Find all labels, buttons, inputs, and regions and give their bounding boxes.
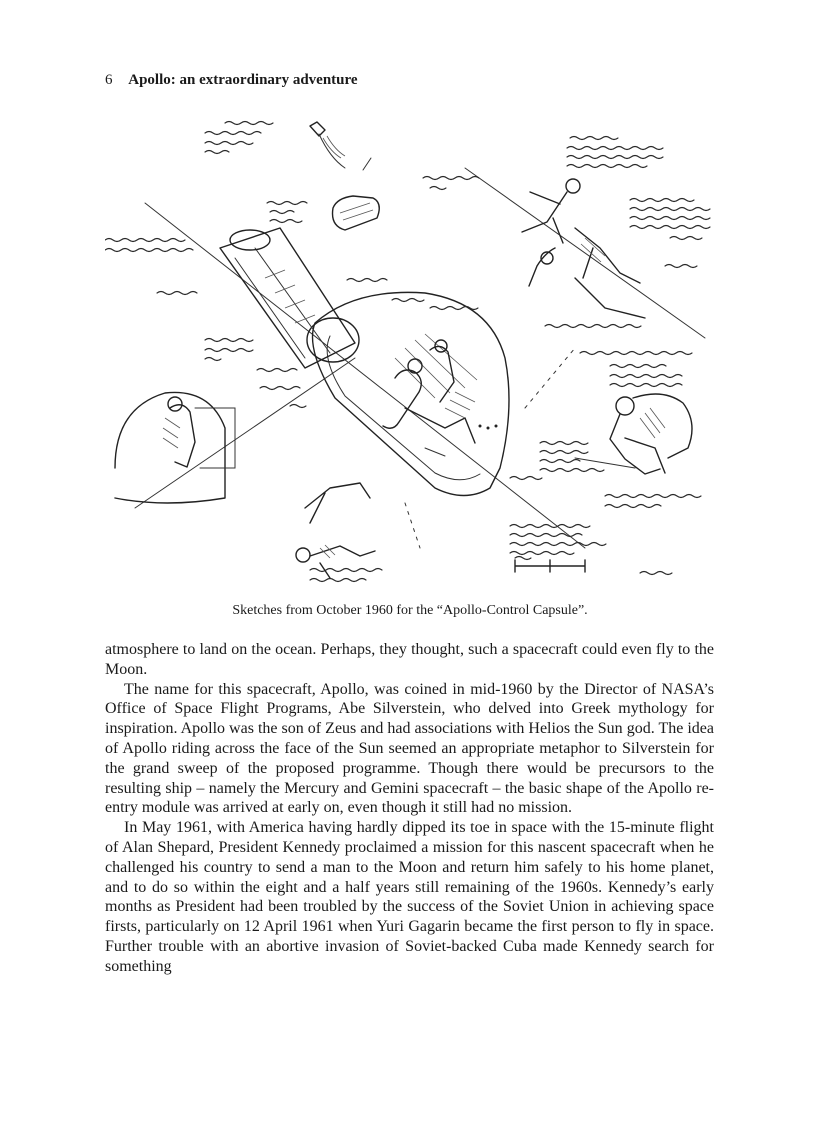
astronaut-figures-right [522,179,645,318]
interior-cutaway [115,392,235,503]
paragraph-1: atmosphere to land on the ocean. Perhaps, they thought, such a spacecraft could even fly to the Moon. [105,641,714,678]
running-header [105,70,358,90]
crouching-astronaut [610,394,692,474]
capsule-sketch-drawing [105,108,715,596]
paragraph-2: The name for this spacecraft, Apollo, was coined in mid-1960 by the Director of NASA’s Office of Space Flight Programs, Abe Silverstein, who delved into Greek mythology for inspiration. Apollo was the son of Zeus and had associations with Helios the Sun god. The idea of Apollo riding across the face of the Sun seemed an appropriate metaphor to Silverstein for the grand sweep of the proposed programme. Though there would be precursors to the resulting ship – namely the Mercury and Gemini spacecraft – the basic shape of the Apollo re-entry module was arrived at early on, even though it still had no mission. [105,680,714,817]
handwritten-annotations [105,122,710,582]
page-number: 6 [105,72,113,88]
body-text [105,640,714,977]
reclining-figures [296,483,375,578]
apollo-capsule-sketch-figure [105,108,715,596]
small-capsule-sketch [310,122,379,230]
paragraph-3: In May 1961, with America having hardly dipped its toe in space with the 15-minute flight of Alan Shepard, President Kennedy proclaimed a mission for this nascent spacecraft when he challenged his country to send a man to the Moon and return him safely to his home planet, and to do so within the eight and a half years still remaining of the 1960s. Kennedy’s early months as President had been troubled by the success of the Soviet Union in achieving space firsts, particularly on 12 April 1961 when Yuri Gagarin became the first person to fly in space. Further trouble with an abortive invasion of Soviet-backed Cuba made Kennedy search for something [105,819,714,975]
figure-caption: Sketches from October 1960 for the “Apollo-Control Capsule”. [232,603,588,618]
escape-tower [220,228,355,368]
running-title: Apollo: an extraordinary adventure [128,72,358,88]
